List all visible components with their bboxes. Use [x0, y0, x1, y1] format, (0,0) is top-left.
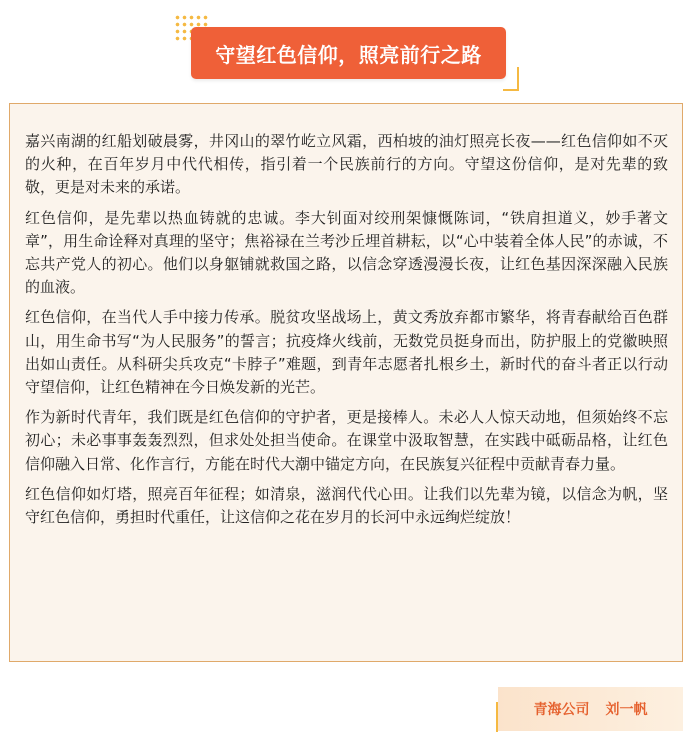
author-company: 青海公司: [533, 702, 590, 718]
article-paragraph: 作为新时代青年，我们既是红色信仰的守护者，更是接棒人。未必人人惊天动地，但须始终不忘初心；未必事事轰轰烈烈，但求处处担当使命。在课堂中汲取智慧，在实践中砥砺品格，让红色信仰融入日常、化作言行，方能在时代大潮中锚定方向，在民族复兴征程中贡献青春力量。: [25, 408, 668, 473]
article-paragraph: 红色信仰，在当代人手中接力传承。脱贫攻坚战场上，黄文秀放弃都市繁华，将青春献给百色群山，用生命书写“为人民服务”的誓言；抗疫烽火线前，无数党员挺身而出，防护服上的党徽映照出如山责任。从科研尖兵攻克“卡脖子”难题，到青年志愿者扎根乡土，新时代的奋斗者正以行动守望信仰，让红色精神在今日焕发新的光芒。: [25, 308, 668, 397]
page-title: 守望红色信仰，照亮前行之路: [215, 42, 482, 67]
article-paragraph: 嘉兴南湖的红船划破晨雾，井冈山的翠竹屹立风霜，西柏坡的油灯照亮长夜——红色信仰如不灭的火种，在百年岁月中代代相传，指引着一个民族前行的方向。守望这份信仰，是对先辈的致敬，更是对未来的承诺。: [25, 132, 668, 197]
decorative-corner-line: [503, 67, 519, 91]
author-name: 刘一帆: [605, 702, 648, 718]
article-paragraph: 红色信仰如灯塔，照亮百年征程；如清泉，滋润代代心田。让我们以先辈为镜，以信念为帆，坚守红色信仰，勇担时代重任，让这信仰之花在岁月的长河中永远绚烂绽放！: [25, 484, 668, 527]
title-banner: [191, 27, 506, 79]
author-signature: [498, 687, 683, 731]
article-body: [9, 103, 683, 662]
article-paragraph: 红色信仰，是先辈以热血铸就的忠诚。李大钊面对绞刑架慷慨陈词，“铁肩担道义，妙手著文章”，用生命诠释对真理的坚守；焦裕禄在兰考沙丘埋首耕耘，以“心中装着全体人民”的赤诚，不忘共产党人的初心。他们以身躯铺就救国之路，以信念穿透漫漫长夜，让红色基因深深融入民族的血液。: [25, 208, 668, 297]
